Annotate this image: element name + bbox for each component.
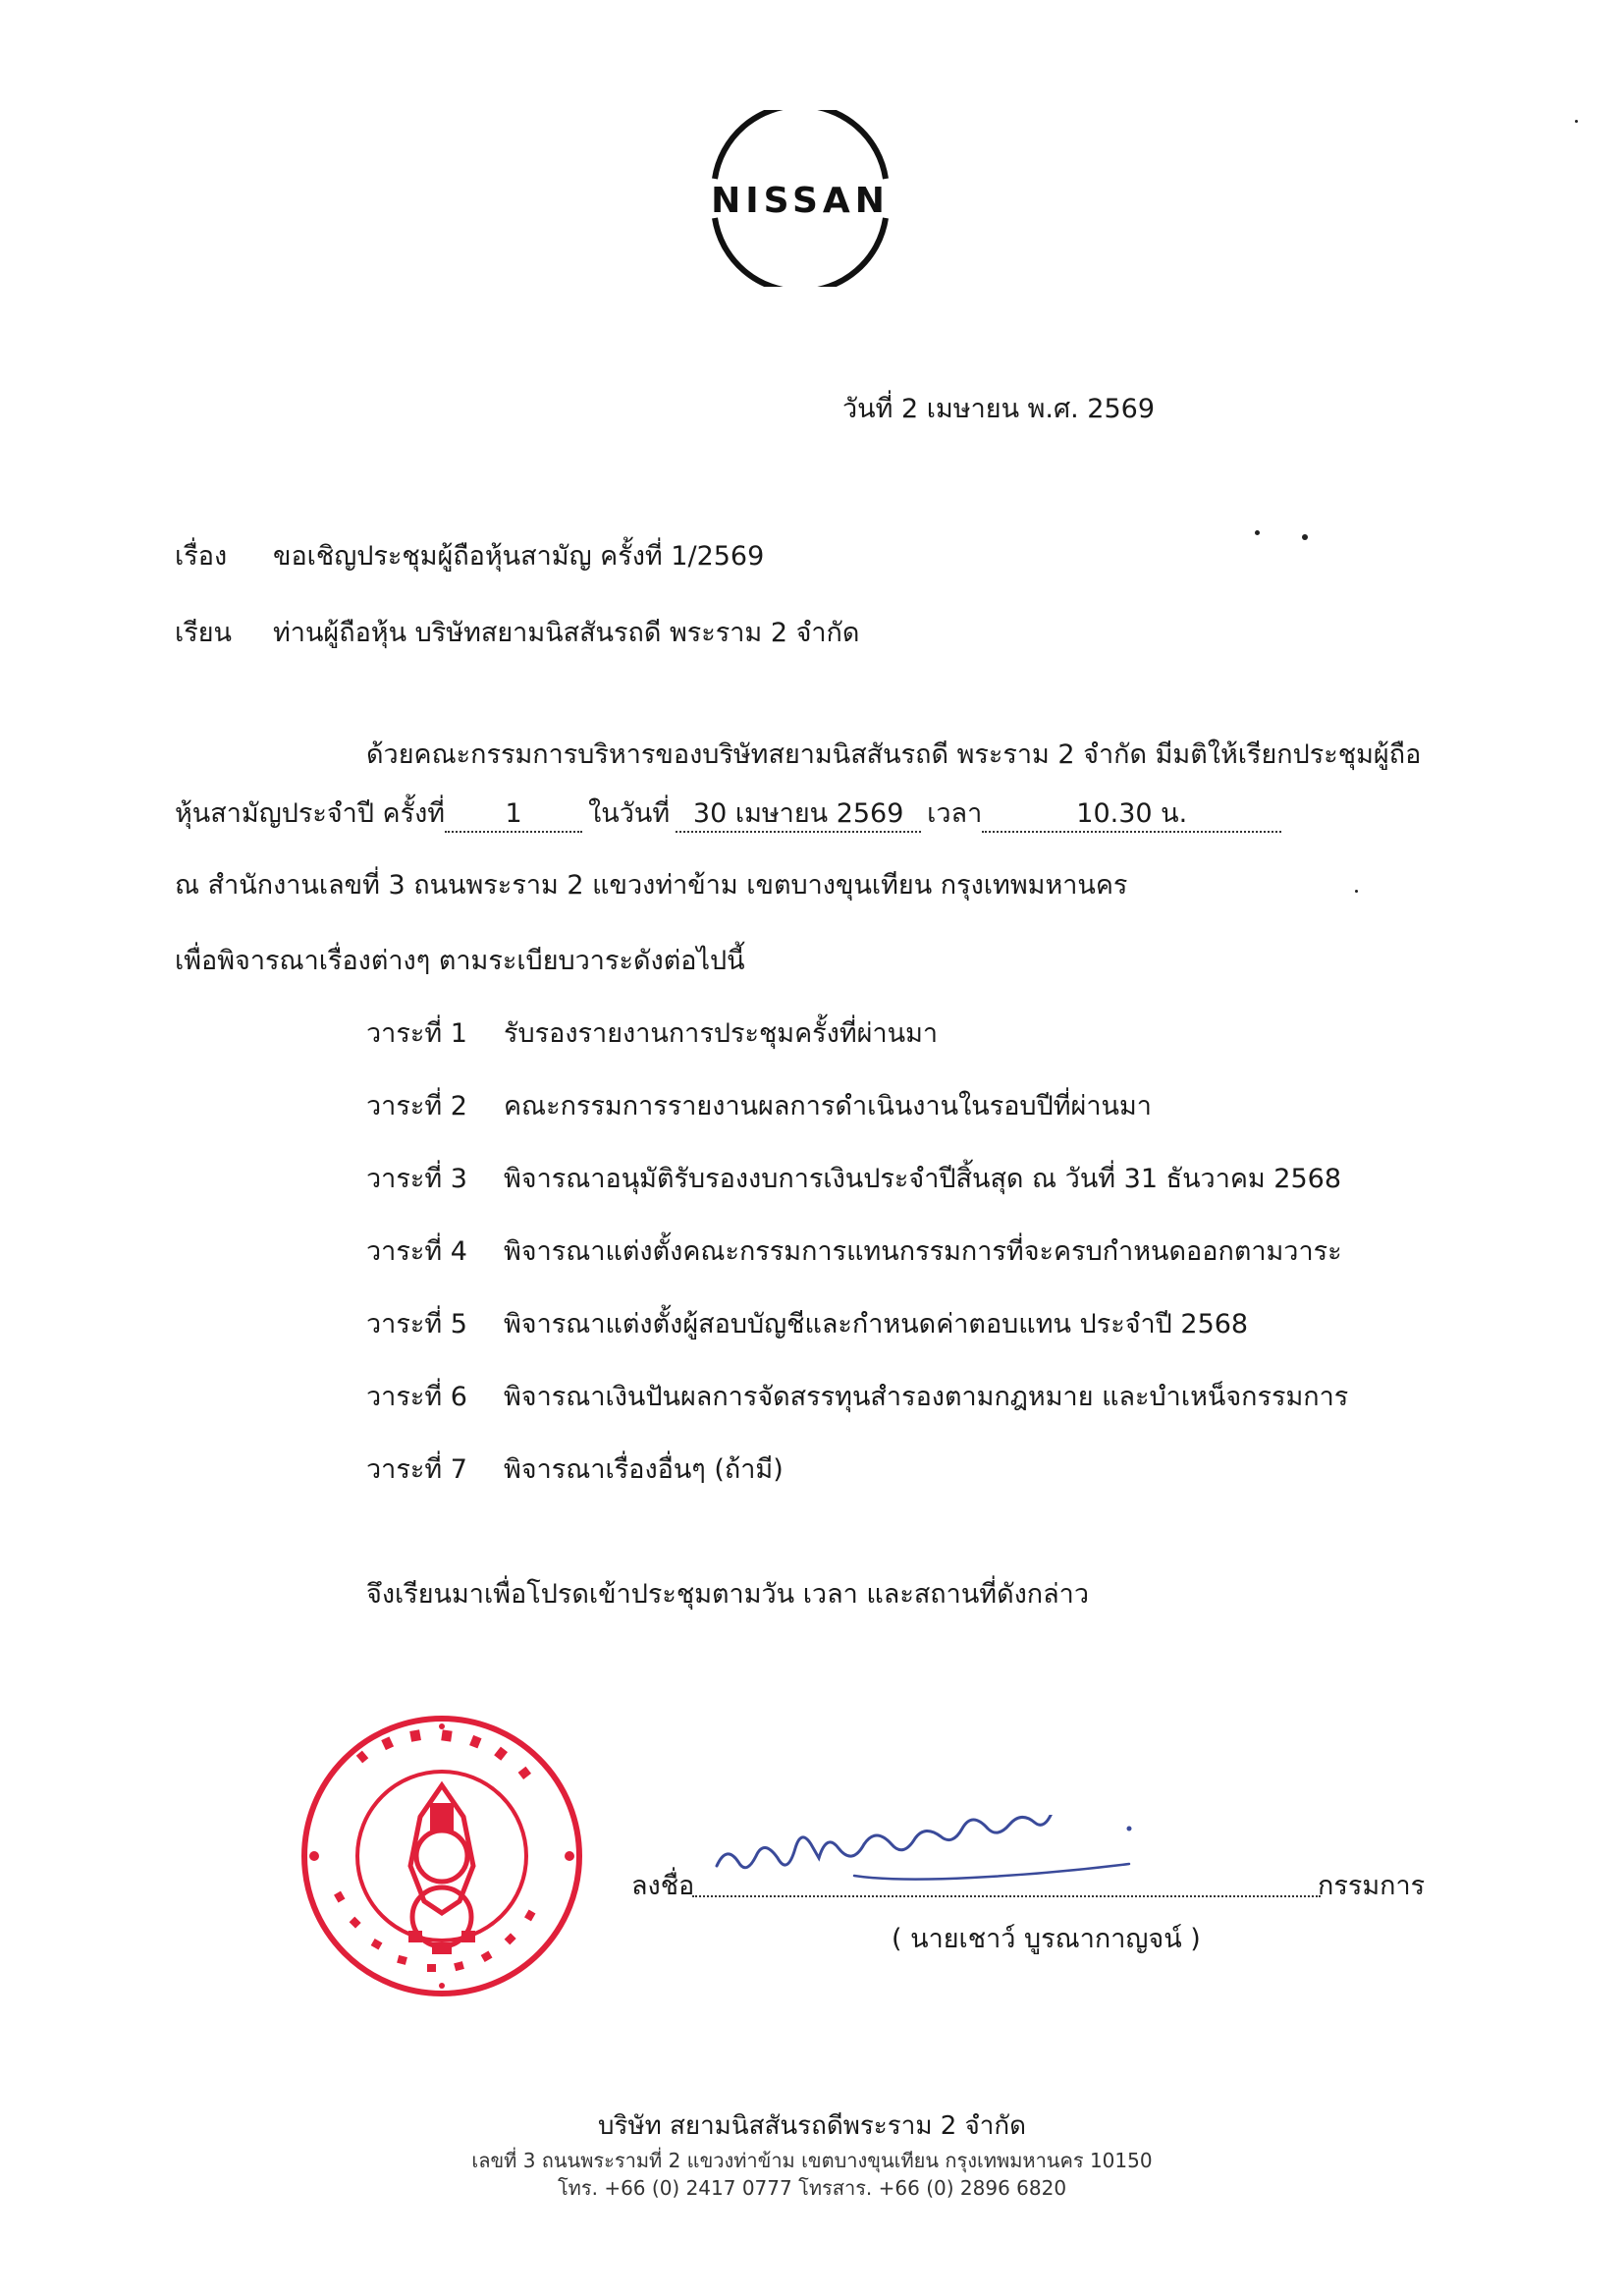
scan-speck bbox=[1575, 120, 1578, 123]
subject-value: ขอเชิญประชุมผู้ถือหุ้นสามัญ ครั้งที่ 1/2569 bbox=[273, 541, 765, 572]
body-line-1: ด้วยคณะกรรมการบริหารของบริษัทสยามนิสสันรถดี พระราม 2 จำกัด มีมติให้เรียกประชุมผู้ถือ bbox=[366, 739, 1422, 770]
footer-address: เลขที่ 3 ถนนพระรามที่ 2 แขวงท่าข้าม เขตบางขุนเทียน กรุงเทพมหานคร 10150 bbox=[471, 2149, 1153, 2172]
recipient-label: เรียน bbox=[175, 618, 233, 648]
company-seal-stamp bbox=[295, 1709, 589, 2003]
signature-label: ลงชื่อ bbox=[631, 1871, 695, 1901]
meeting-date-label: ในวันที่ bbox=[588, 798, 671, 829]
body-line-2 bbox=[175, 797, 1422, 833]
meeting-date-field: 30 เมษายน 2569 bbox=[676, 797, 921, 833]
handwritten-signature bbox=[707, 1815, 1178, 1893]
letter-date: วันที่ 2 เมษายน พ.ศ. 2569 bbox=[842, 394, 1156, 424]
meeting-number-field: 1 bbox=[445, 797, 582, 833]
agenda-number: วาระที่ 3 bbox=[366, 1164, 467, 1194]
agenda-text: พิจารณาแต่งตั้งคณะกรรมการแทนกรรมการที่จะครบกำหนดออกตามวาระ bbox=[504, 1236, 1342, 1267]
scan-speck bbox=[1302, 534, 1308, 540]
subject-label: เรื่อง bbox=[175, 541, 228, 572]
closing-line: จึงเรียนมาเพื่อโปรดเข้าประชุมตามวัน เวลา และสถานที่ดังกล่าว bbox=[366, 1579, 1090, 1610]
signer-title: กรรมการ bbox=[1318, 1871, 1426, 1901]
footer-contact: โทร. +66 (0) 2417 0777 โทรสาร. +66 (0) 2896 6820 bbox=[557, 2176, 1067, 2200]
signature-line bbox=[692, 1895, 1321, 1897]
agenda-number: วาระที่ 6 bbox=[366, 1382, 467, 1412]
footer-company-name: บริษัท สยามนิสสันรถดีพระราม 2 จำกัด bbox=[597, 2111, 1027, 2141]
agenda-text: คณะกรรมการรายงานผลการดำเนินงานในรอบปีที่ผ่านมา bbox=[504, 1091, 1152, 1121]
agenda-number: วาระที่ 5 bbox=[366, 1309, 467, 1339]
recipient-value: ท่านผู้ถือหุ้น บริษัทสยามนิสสันรถดี พระราม 2 จำกัด bbox=[273, 618, 860, 648]
nissan-logo-icon bbox=[687, 110, 913, 287]
meeting-prefix: หุ้นสามัญประจำปี ครั้งที่ bbox=[175, 798, 446, 829]
agenda-number: วาระที่ 2 bbox=[366, 1091, 467, 1121]
body-line-3: ณ สำนักงานเลขที่ 3 ถนนพระราม 2 แขวงท่าข้าม เขตบางขุนเทียน กรุงเทพมหานคร bbox=[175, 870, 1128, 901]
meeting-time-field: 10.30 น. bbox=[982, 797, 1281, 833]
agenda-text: พิจารณาเงินปันผลการจัดสรรทุนสำรองตามกฎหมาย และบำเหน็จกรรมการ bbox=[504, 1382, 1349, 1412]
agenda-number: วาระที่ 4 bbox=[366, 1236, 467, 1267]
scan-speck bbox=[1355, 890, 1358, 893]
agenda-text: พิจารณาแต่งตั้งผู้สอบบัญชีและกำหนดค่าตอบแทน ประจำปี 2568 bbox=[504, 1309, 1249, 1339]
agenda-number: วาระที่ 7 bbox=[366, 1454, 467, 1485]
agenda-number: วาระที่ 1 bbox=[366, 1018, 467, 1049]
scan-speck bbox=[1255, 530, 1260, 535]
signer-name: ( นายเชาว์ บูรณากาญจน์ ) bbox=[892, 1924, 1201, 1954]
meeting-time-label: เวลา bbox=[927, 798, 983, 829]
body-line-4: เพื่อพิจารณาเรื่องต่างๆ ตามระเบียบวาระดังต่อไปนี้ bbox=[175, 946, 745, 976]
logo-brand-text: NISSAN bbox=[711, 181, 890, 221]
agenda-text: พิจารณาเรื่องอื่นๆ (ถ้ามี) bbox=[504, 1454, 784, 1485]
agenda-text: พิจารณาอนุมัติรับรองงบการเงินประจำปีสิ้นสุด ณ วันที่ 31 ธันวาคม 2568 bbox=[504, 1164, 1342, 1194]
agenda-text: รับรองรายงานการประชุมครั้งที่ผ่านมา bbox=[504, 1018, 939, 1049]
